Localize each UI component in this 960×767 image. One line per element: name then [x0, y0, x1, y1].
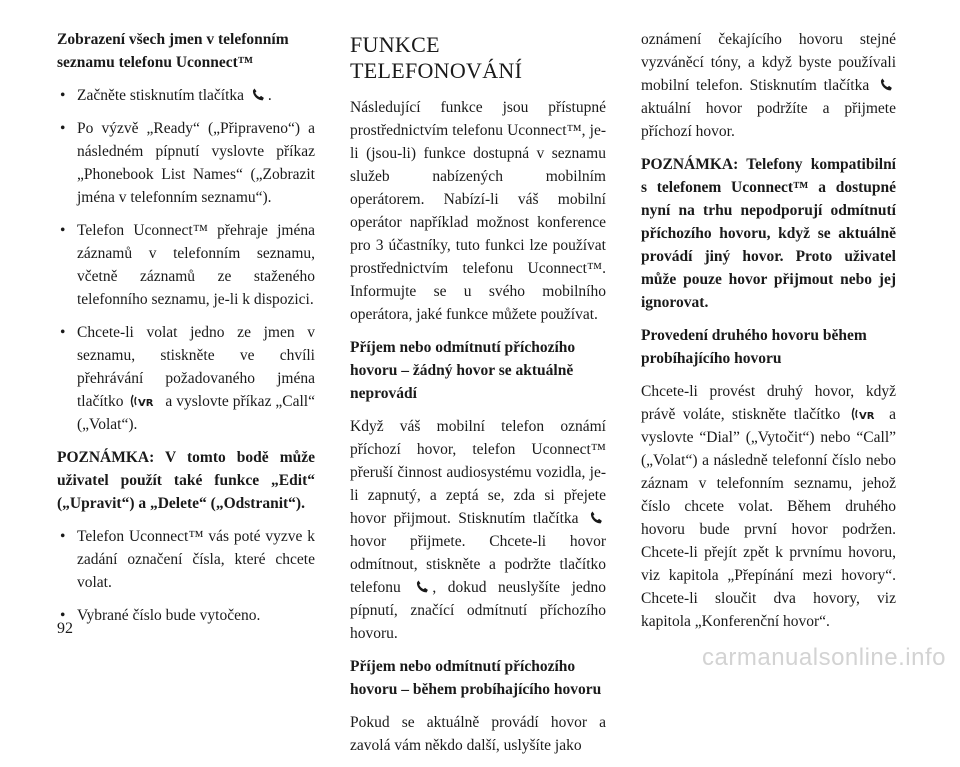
paragraph-text: , dokud neuslyšíte jedno pípnutí, značící odmítnutí příchozího hovoru. — [350, 579, 607, 642]
list-item: • Vybrané číslo bude vytočeno. — [57, 604, 315, 627]
paragraph-text: Když váš mobilní telefon oznámí příchozí hovor, telefon Uconnect™ přeruší činnost audiosystému vozidla, je-li zapnutý, a zeptá se, zda si přejete hovor přijmout. Stisknutím tlačítka — [350, 418, 606, 527]
phone-icon — [878, 77, 894, 93]
paragraph — [641, 380, 896, 633]
list-item-text: Chcete-li volat jedno ze jmen v seznamu, stiskněte ve chvíli přehrávání požadovaného jména tlačítko — [77, 324, 315, 410]
paragraph: Následující funkce jsou přístupné prostřednictvím telefonu Uconnect™, je-li (jsou-li) funkce dostupná v seznamu služeb nabízených mobilním operátorem. Nabízí-li váš mobilní operátor například možnost konference pro 3 účastníky, tuto funkci lze používat prostřednictvím telefonu Uconnect™. Informujte se u svého mobilního operátora, jaké funkce můžete používat. — [350, 99, 606, 323]
paragraph: Pokud se aktuálně provádí hovor a zavolá vám někdo další, uslyšíte jako — [350, 714, 606, 754]
list-item: • Telefon Uconnect™ přehraje jména záznamů v telefonním seznamu, včetně záznamů ze staženého telefonního seznamu, je-li k dispozici. — [57, 219, 315, 311]
note: POZNÁMKA: Telefony kompatibilní s telefonem Uconnect™ a dostupné nyní na trhu nepodporují odmítnutí příchozího hovoru, když se aktuálně provádí jiný hovor. Proto uživatel může pouze hovor přijmout nebo jej ignorovat. — [641, 156, 896, 311]
svg-text:VR: VR — [858, 411, 875, 422]
svg-text:VR: VR — [138, 398, 154, 409]
left-column — [57, 28, 315, 637]
list-item: • Telefon Uconnect™ vás poté vyzve k zadání označení čísla, které chcete volat. — [57, 525, 315, 594]
section-heading-incoming: Příjem nebo odmítnutí příchozího hovoru – žádný hovor se aktuálně neprovádí — [350, 339, 576, 402]
list-item-text: a vyslovte příkaz „Call“ („Volat“). — [77, 393, 315, 433]
paragraph — [350, 415, 606, 645]
list-item-text: . — [267, 87, 272, 104]
section-heading-second-call: Provedení druhého hovoru během probíhajícího hovoru — [641, 327, 867, 367]
page-number: 92 — [57, 620, 73, 637]
watermark: carmanualsonline.info — [702, 644, 946, 671]
list-item: • Po výzvě „Ready“ („Připraveno“) a následném pípnutí vyslovte příkaz „Phonebook List Names“ („Zobrazit jména v telefonním seznamu“). — [57, 117, 315, 209]
right-column — [641, 28, 896, 643]
paragraph-text: aktuální hovor podržíte a přijmete příchozí hovor. — [641, 100, 896, 140]
middle-column — [350, 28, 606, 767]
list-item-text: Začněte stisknutím tlačítka — [77, 87, 245, 104]
page-title: FUNKCE TELEFONOVÁNÍ — [350, 32, 523, 83]
phone-icon — [414, 579, 430, 595]
paragraph-text: oznámení čekajícího hovoru stejné vyzváněcí tóny, a když byste používali mobilní telefon. Stisknutím tlačítka — [641, 31, 896, 94]
paragraph-text: hovor přijmete. Chcete-li hovor odmítnout, stiskněte a podržte tlačítko telefonu — [350, 533, 606, 596]
phone-icon — [250, 87, 266, 103]
list-item — [57, 84, 315, 107]
section-heading-during-call: Příjem nebo odmítnutí příchozího hovoru – během probíhajícího hovoru — [350, 658, 602, 698]
voice-recognition-icon — [850, 406, 880, 422]
list-item — [57, 321, 315, 436]
paragraph-text: a vyslovte “Dial” („Vytočit“) nebo “Call” („Volat“) a následně telefonní číslo nebo záznam v telefonním seznamu, jehož číslo chcete volat. Během druhého hovoru bude první hovor podržen. Chcete-li přejít zpět k prvnímu hovoru, viz kapitola „Přepínání mezi hovory“. Chcete-li sloučit dva hovory, viz kapitola „Konferenční hovor“. — [641, 406, 897, 630]
section-heading-phonebook: Zobrazení všech jmen v telefonním seznamu telefonu Uconnect™ — [57, 31, 289, 71]
phone-icon — [588, 510, 604, 526]
note: POZNÁMKA: V tomto bodě může uživatel použít také funkce „Edit“ („Upravit“) a „Delete“ („Odstranit“). — [57, 449, 315, 512]
paragraph — [641, 28, 896, 143]
steps-list-2 — [57, 525, 315, 627]
steps-list — [57, 84, 315, 436]
paragraph-text: Chcete-li provést druhý hovor, když právě voláte, stiskněte tlačítko — [641, 383, 896, 423]
voice-recognition-icon — [129, 393, 159, 409]
